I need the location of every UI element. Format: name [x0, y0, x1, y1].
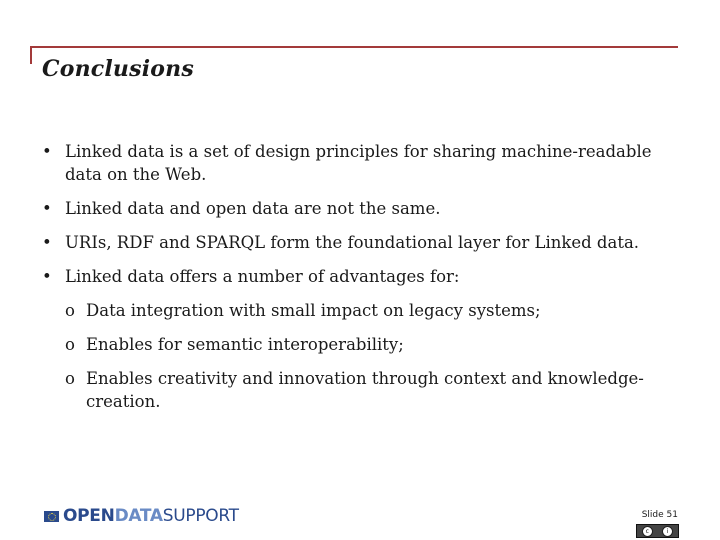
- slide-title: Conclusions: [42, 56, 194, 82]
- sub-bullet-marker: o: [65, 301, 75, 320]
- bullet-item: [42, 140, 682, 186]
- bullet-text: URIs, RDF and SPARQL form the foundational layer for Linked data.: [65, 233, 640, 252]
- bullet-text: Data integration with small impact on legacy systems;: [86, 301, 541, 320]
- sub-bullet-marker: o: [65, 369, 75, 388]
- sub-bullet-item: [42, 367, 682, 413]
- creative-commons-icon: [636, 524, 679, 538]
- title-rule: [30, 46, 678, 48]
- bullet-text: Linked data is a set of design principles for sharing machine-readable data on the Web.: [65, 142, 652, 184]
- bullet-text: Linked data offers a number of advantages for:: [65, 267, 460, 286]
- bullet-text: Linked data and open data are not the same.: [65, 199, 441, 218]
- bullet-marker: •: [42, 267, 52, 286]
- attribution-icon: i: [662, 526, 673, 537]
- bullet-list: [42, 140, 682, 424]
- sub-bullet-item: [42, 333, 682, 356]
- open-data-support-logo: [44, 506, 239, 526]
- title-rule-corner: [30, 46, 32, 64]
- bullet-item: [42, 197, 682, 220]
- logo-wordmark: OPENDATASUPPORT: [63, 506, 239, 526]
- bullet-marker: •: [42, 199, 52, 218]
- bullet-item: [42, 231, 682, 254]
- bullet-marker: •: [42, 142, 52, 161]
- bullet-text: Enables creativity and innovation through context and knowledge-creation.: [86, 369, 644, 411]
- bullet-marker: •: [42, 233, 52, 252]
- eu-flag-icon: [44, 511, 59, 522]
- slide-number: Slide 51: [641, 510, 678, 520]
- cc-icon: c: [642, 526, 653, 537]
- sub-bullet-marker: o: [65, 335, 75, 354]
- bullet-text: Enables for semantic interoperability;: [86, 335, 404, 354]
- bullet-item: [42, 265, 682, 288]
- sub-bullet-item: [42, 299, 682, 322]
